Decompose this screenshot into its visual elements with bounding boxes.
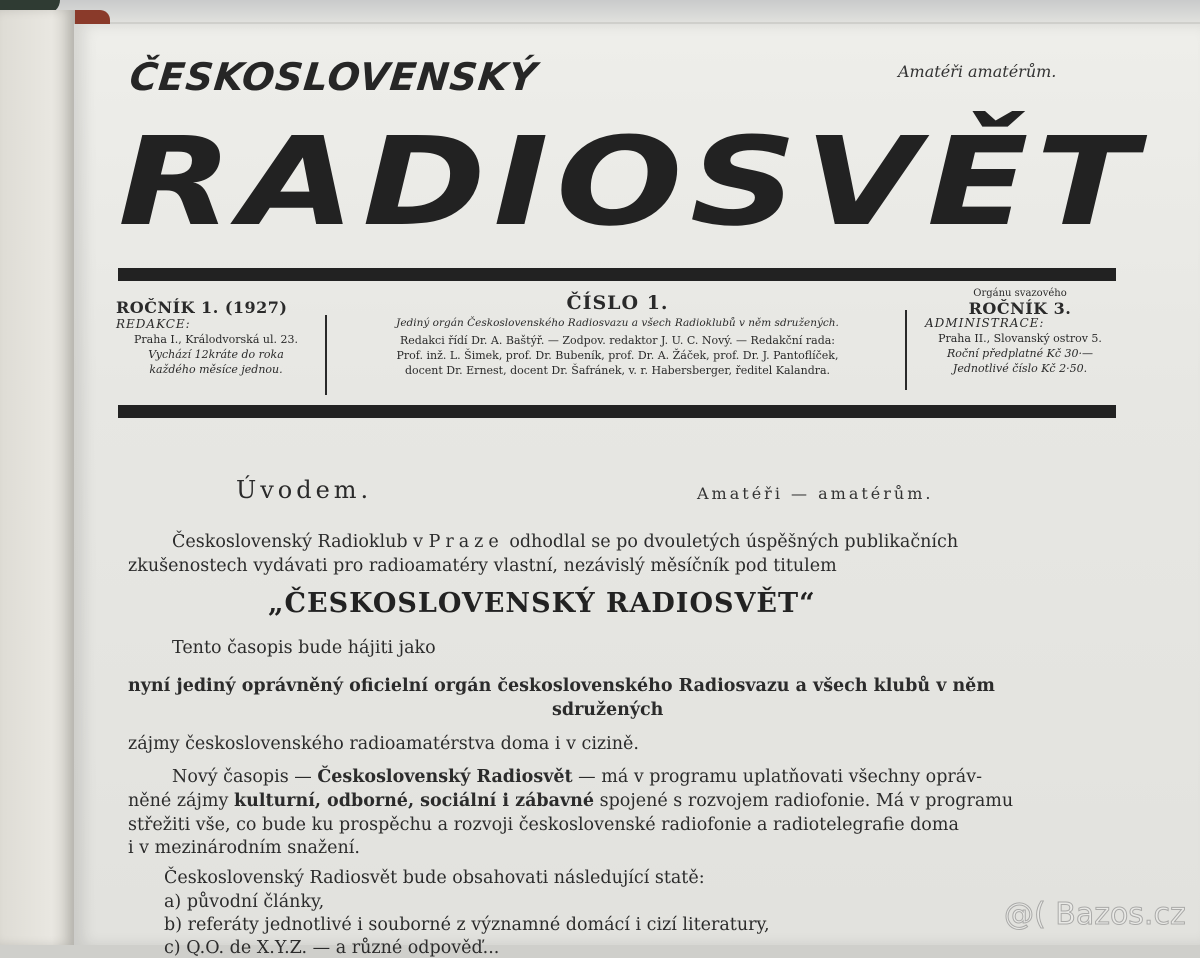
header-right-column	[915, 286, 1125, 376]
magazine-title-quote: „ČESKOSLOVENSKÝ RADIOSVĚT“	[268, 588, 816, 619]
left-page-edge	[0, 10, 75, 945]
header-rule-bottom	[118, 405, 1116, 418]
masthead-motto: Amatéři amatérům.	[898, 62, 1057, 81]
paragraph-3-line-2: sdružených	[552, 700, 664, 720]
list-item: c) Q.O. de X.Y.Z. — a různé odpověď...	[164, 938, 500, 958]
column-divider-left	[325, 315, 327, 395]
background-surface	[0, 0, 1200, 22]
header-left-column	[116, 300, 316, 377]
article-motto: Amatéři — amatérům.	[697, 484, 934, 503]
text-run-bold: kulturní, odborné, sociální i zábavné	[233, 791, 595, 811]
editorial-address: Praha I., Králodvorská ul. 23.	[134, 333, 298, 346]
text-run: — má v programu uplatňovati všechny opráv-	[578, 767, 983, 787]
issue-subtitle: Jediný orgán Československého Radiosvazu a všech Radioklubů v něm sdružených.	[396, 317, 839, 329]
text-run: něné zájmy	[128, 791, 229, 811]
paragraph-2: Tento časopis bude hájiti jako	[172, 638, 436, 658]
paragraph-1-line-2: zkušenostech vydávati pro radioamatéry vlastní, nezávislý měsíčník pod titulem	[128, 556, 837, 576]
text-run: Nový časopis —	[172, 767, 312, 787]
subscription-price: Roční předplatné Kč 30·—	[946, 347, 1093, 360]
paragraph-5-line-4: i v mezinárodním snažení.	[128, 838, 360, 858]
list-item: a) původní články,	[164, 892, 325, 912]
text-run: odhodlal se po dvouletých úspěšných publikačních	[509, 532, 959, 552]
paragraph-5-line-3: střežiti vše, co bude ku prospěchu a rozvoji československé radiofonie a radiotelegrafie doma	[128, 815, 959, 835]
editors-line-3: docent Dr. Ernest, docent Dr. Šafránek, v. r. Habersberger, ředitel Kalandra.	[404, 364, 831, 377]
frequency-line-1: Vychází 12kráte do roka	[148, 348, 284, 361]
frequency-line-2: každého měsíce jednou.	[149, 363, 283, 376]
editors-line-1: Redakci řídí Dr. A. Baštýř. — Zodpov. redaktor J. U. C. Nový. — Redakční rada:	[400, 334, 835, 347]
organ-volume: ROČNÍK 3.	[968, 299, 1072, 318]
paragraph-6: Československý Radiosvět bude obsahovati následující statě:	[164, 868, 705, 888]
header-rule-top	[118, 268, 1116, 281]
paragraph-3-line-1: nyní jediný oprávněný oficielní orgán československého Radiosvazu a všech klubů v něm	[128, 676, 995, 696]
text-run: Československý Radioklub v	[172, 532, 423, 552]
paragraph-5-line-2	[128, 791, 1013, 811]
volume-label: ROČNÍK 1. (1927)	[116, 298, 288, 317]
text-run-spaced: Praze	[428, 532, 504, 552]
editorial-label: REDAKCE:	[116, 317, 191, 331]
paragraph-1-line-1	[172, 532, 958, 552]
list-item: b) referáty jednotlivé i souborné z významné domácí i cizí literatury,	[164, 915, 770, 935]
column-divider-right	[905, 310, 907, 390]
administration-label: ADMINISTRACE:	[925, 316, 1045, 330]
editors-line-2: Prof. inž. L. Šimek, prof. Dr. Bubeník, prof. Dr. A. Žáček, prof. Dr. J. Pantoflíček,	[396, 349, 839, 362]
paragraph-5-line-1	[172, 767, 982, 787]
text-run: spojené s rozvojem radiofonie. Má v programu	[599, 791, 1014, 811]
article-title: Úvodem.	[236, 476, 373, 504]
single-issue-price: Jednotlivé číslo Kč 2·50.	[952, 362, 1088, 375]
masthead-title: RADIOSVĚT	[118, 111, 1145, 253]
text-run-bold: Československý Radiosvět	[317, 767, 573, 787]
header-center-column	[335, 290, 900, 378]
masthead-subtitle: ČESKOSLOVENSKÝ	[127, 55, 540, 99]
organ-label: Orgánu svazového	[973, 288, 1067, 299]
watermark: @( Bazos.cz	[1004, 897, 1186, 932]
administration-address: Praha II., Slovanský ostrov 5.	[938, 332, 1102, 345]
issue-number: ČÍSLO 1.	[566, 292, 669, 314]
paragraph-4: zájmy československého radioamatérstva doma i v cizině.	[128, 734, 639, 754]
